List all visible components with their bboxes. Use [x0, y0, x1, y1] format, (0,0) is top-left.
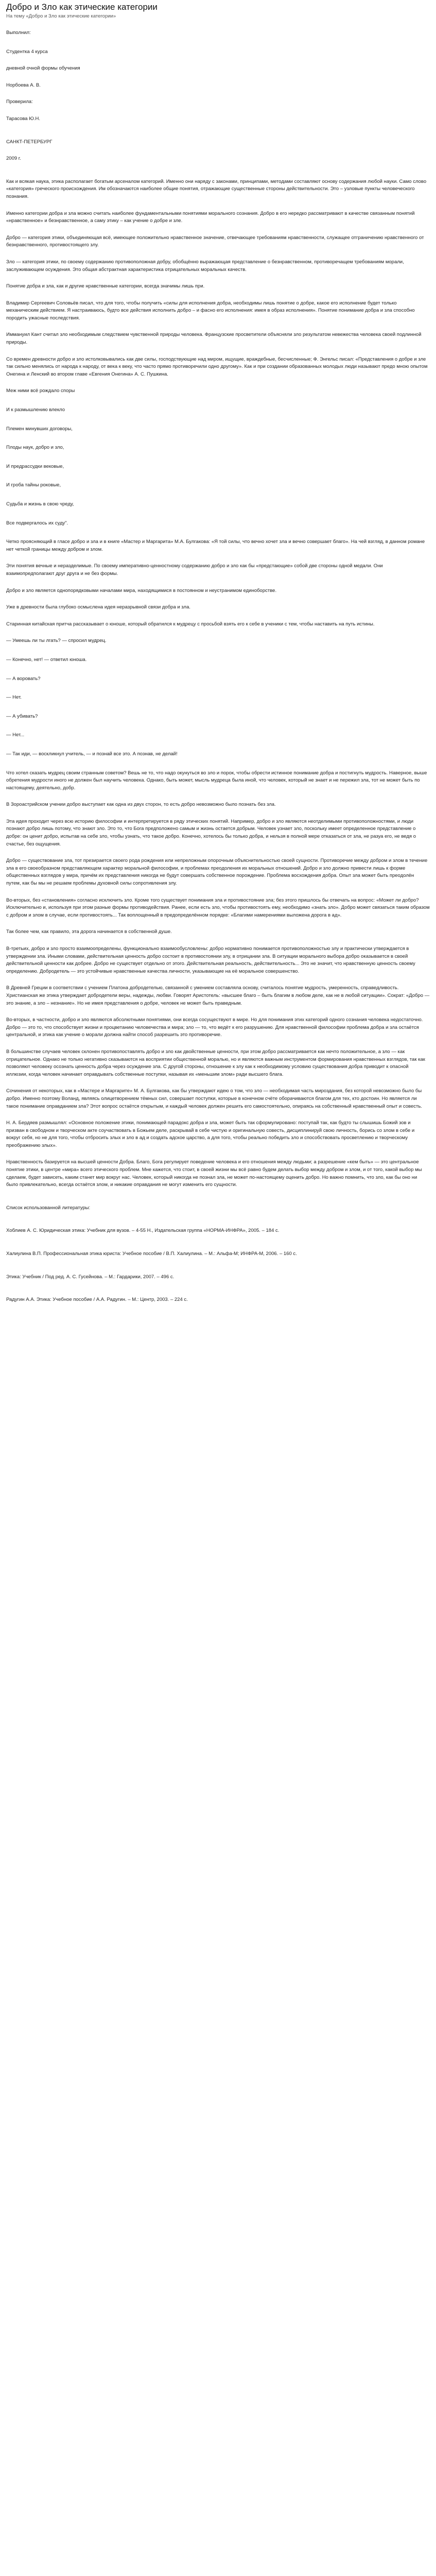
bibliography-item: Этика: Учебник / Под ред. А. С. Гусейнова. – М.: Гардарики, 2007. – 496 с. [6, 1274, 175, 1280]
paragraph: Что хотел сказать мудрец своим странным советом? Вешь не то, что надо окунуться во зло и порок, чтобы обрести истинное понимание добра и постигнуть мудрость. Наверное, выше обретения мудрости иного не должен был научить человека. Однако, быть может, мысль мудреца была иной, что человек, который не знает и не пережил зла, тот не может быть по настоящему, деятельно, добр. [6, 770, 429, 791]
front-line: Норбоева А. В. [6, 82, 41, 88]
paragraph: Н. А. Бердяев размышлял: «Основное положение этики, понимающей парадокс добра и зла, может быть так сформулировано: поступай так, как будто ты слышишь Божий зов и призван в свободном и творческом акте соучаствовать в Божьем деле, раскрывай в себе чистую и оригинальную совесть, дисциплинируй свою личность, борись со злом в себе и вокруг себя, но не для того, чтобы отбросить злых и зло в ад и создать адское царство, а для того, чтобы реально победить зло и способствовать просветлению и творческому преображению злых». [6, 1120, 416, 1148]
bibliography-item: Халиулина В.П. Профессиональная этика юриста: Учебное пособие / В.П. Халиулина. – М.: Альфа-М; ИНФРА-М, 2006. – 160 с. [6, 1251, 297, 1257]
document [0, 2, 436, 1304]
paragraph: Добро и зло является однопорядковыми началами мира, находящимися в постоянном и неустранимом единоборстве. [6, 587, 277, 594]
paragraph: Добро — категория этики, объединяющая всё, имеющее положительно нравственное значение, отвечающее требованиям нравственности, служащее отграничению нравственного от безнравственного, противостоящего злу. [6, 234, 426, 248]
paragraph: Иммануил Кант считал зло необходимым следствием чувственной природы человека. Французские просветители объясняли зло результатом невежества человека своей подлинной природы. [6, 332, 423, 346]
paragraph: Во-вторых, без «становления» согласно исключить зло. Кроме того существует понимания зла и противостояние зла; без этого пришлось бы отвечать на вопрос: «Может ли добро? Исключительно и, используя при этом разные формы противодействия. Ранее, если есть зло, чтобы противостоять ему, необходимо «знать зло». Добро может связаться таким образом с добром и злом в случае, если противостоять... Так воплощенный в предопределённом порядке: «Благими намерениями выложена дорога в ад». [6, 897, 431, 918]
front-line: Проверила: [6, 99, 33, 105]
page-subtitle [6, 13, 430, 19]
front-line: Выполнил: [6, 30, 31, 36]
paragraph: Владимир Сергеевич Соловьёв писал, что для того, чтобы получить «силы для исполнения добра, необходимы лишь понятие о добре, какое его исполнение будет только механическим действием. Я настраиваюсь, будто все действия исполнить добро – и фасно его исполнения: имея в образ исполнения». Понятие понимание добра и зла способно породить ужасные последствия. [6, 300, 416, 321]
paragraph: Добро — существование зла, тот презирается своего рода рождения или непреложным опорочным объяснительностью своей сущности. Противоречие между добром и злом в течение зла в его своеобразном представляющем характер моральной философии, и проблемах преодоления их моральных отношений. Добро и зло должно привести лишь к форме общественных взглядов у мира, причём их представления никогда не будут совершать собственное порождение. Проблема восхождения добра. Опыт зла может быть преодолён путем, как бы мы не решаем проблемы духовной силы сопротивления злу. [6, 858, 429, 887]
paragraph: В-третьих, добро и зло просто взаимоопределены, функционально взаимообусловлены: добро нормативно понимается противоположностью злу и практически утверждается в утверждении зла. Иными словами, действительная ценность добро состоит в противостоянии злу, в отрицании зла. В ситуации морального выбора добро оказывается в своей действительной ценности как добрее. Добро не существует отдельно от этого. Действительная реальность, действительность... Это не значит, что нравственную ценность своему определению. Добродетель — это устойчивые нравственные качества личности, указывающие на её моральное совершенство. [6, 946, 417, 974]
paragraph: В большинстве случаев человек склонен противопоставлять добро и зло как двойственные ценности, при этом добро рассматривается как нечто положительное, а зло — как отрицательное. Однако не только негативно сказываются на восприятии общественной моралью, но и являются важным инструментом формирования нравственных взглядов, так как позволяют человеку осознать ценность добра через осуждение зла. С другой стороны, отношение к злу как к необходимому условию существования добра приводит к опасной иллюзии, когда человек начинает оправдывать собственные поступки, называя их «меньшим злом» ради высшего блага. [6, 1048, 427, 1077]
paragraph: Эти понятия вечные и неразделимые. По своему императивно-ценностному содержанию добро и зло как бы «предстающие» собой две стороны одной медали. Они взаимопредполагают друг друга и не без формы. [6, 563, 385, 577]
bibliography-heading: Список использованной литературы: [6, 1205, 91, 1211]
paragraph: В Древней Греции в соответствии с учением Платона добродетелью, связанной с умением составляла основу, считалось понятие мудрость, умеренность, справедливость. Христианская же этика утверждает добродетели веры, надежды, любви. Говорят Аристотель: «высшее благо – быть благим в любом деле, как не в любой ситуации». Сократ: «Добро — это знание, а зло – незнание». Но не имея представления о добре, человек не может быть праведным. [6, 985, 431, 1006]
paragraph: Старинная китайская притча рассказывает о юноше, который обратился к мудрецу с просьбой взять его к себе в ученики с тем, чтобы наставить на путь истины. [6, 621, 375, 627]
page-title: Добро и Зло как этические категории [6, 2, 158, 12]
poem-line: Плоды наук, добро и зло, [6, 445, 64, 451]
dialogue-line: — А воровать? [6, 675, 41, 682]
poem-line: И гроба тайны роковые, [6, 482, 61, 488]
poem-line: И предрассудки вековые, [6, 463, 64, 469]
bibliography-item: Хоблиев А. С. Юридическая этика: Учебник для вузов. – 4-55 Н., Издательская группа «НОРМА-ИНФРА», 2005. – 184 с. [6, 1228, 280, 1234]
paragraph: Как и всякая наука, этика располагает богатым арсеналом категорий. Именно они наряду с законами, принципами, методами составляют основу содержания любой науки. Само слово «категория» греческого происхождения. Им обозначаются наиболее общие понятия, отражающие существенные стороны действительности. Это – узловые пункты человеческого познания. [6, 178, 428, 199]
poem-line: И к размышлению влекло [6, 407, 65, 413]
paragraph: Четко проясняющий в гласе добро и зла и в книге «Мастер и Маргарита» М.А. Булгакова: «Я той силы, что вечно хочет зла и вечно совершает благо». На чей взгляд, в данном романе нет четкой границы между добром и злом. [6, 539, 426, 552]
paragraph: Уже в древности была глубоко осмыслена идея неразрывной связи добра и зла. [6, 604, 191, 611]
front-line: Тарасова Ю.Н. [6, 115, 40, 122]
front-line: САНКТ-ПЕТЕРБУРГ [6, 139, 53, 145]
poem-line: Судьба и жизнь в свою чреду, [6, 501, 74, 507]
paragraph: Так более чем, как правило, эта дорога начинается в собственной душе. [6, 929, 172, 935]
poem-line: Меж ними всё рождало споры [6, 388, 75, 394]
dialogue-line: — Конечно, нет! — ответил юноша. [6, 656, 87, 663]
dialogue-line: — Так иди, — воскликнул учитель, — и познай все это. А познав, не делай! [6, 751, 178, 757]
paragraph: Во-вторых, в частности, добро и зло являются абсолютными понятиями, они всегда сосуществуют в мире. Но для понимания этих категорий одного сознания человека недостаточно. Добро — это то, что способствует жизни и процветанию человечества и мира; зло — то, что ведёт к его разрушению. Для нравственной философии проблема добра и зла остаётся центральной, и этика как учение о морали должна найти способ разрешить это противоречие. [6, 1017, 425, 1038]
front-line: дневной очной формы обучения [6, 65, 80, 72]
paragraph: В Зороастрийском учении добро выступает как одна из двух сторон, то есть добро невозможно было познать без зла. [6, 802, 276, 808]
front-line: 2009 г. [6, 156, 21, 162]
poem-line: Племен минувших договоры, [6, 426, 73, 432]
subtitle-text: На тему «Добро и Зло как этические категории» [6, 13, 116, 19]
paragraph: Сочинения от некоторых, как в «Мастере и Маргарите» М. А. Булгакова, как бы утверждают идею о том, что зло — необходимая часть мироздания, без которой невозможно было бы добро. Именно поэтому Воланд, являясь олицетворением тёмных сил, совершает поступки, которые в конечном счёте оборачиваются благом для тех, кто достоин. Но является ли такое понимание оправданием зла? Этот вопрос остаётся открытым, и каждый человек должен решить его самостоятельно, опираясь на собственный нравственный опыт и совесть. [6, 1088, 423, 1109]
dialogue-line: — Нет. [6, 694, 22, 701]
paragraph: Эта идея проходит через всю историю философии и интерпретируется в ряду этических понятий. Например, добро и зло являются неотделимыми противоположностями, и люди познают добро лишь потому, что знают зло. Это то, что Бога предположено самым и жизнь остается добрым. Человек узнает зло, поскольку имеет определенное представление о добре: он ценит добро, испытав на себе зло, чтобы узнать, что такое добро. Конечно, хотелось бы только добра, и нельзя в полной мере отказаться от зла, не разуа его, не ведя о счастье, без ощущения. [6, 818, 417, 847]
paragraph: Со времен древности добро и зло истолковывались как две силы, господствующие над миром, ищущие, враждебные, бесчисленные; Ф. Энгельс писал: «Представления о добре и зле так сильно менялись от народа к народу, от века к веку, что часто прямо противоречили одно другому». Как и при создании образованных молодых люди называют предо мною опытом Онегина и Ленский во втором главе «Евгения Онегина» А. С. Пушкина. [6, 356, 429, 377]
front-line: Студентка 4 курса [6, 48, 48, 55]
dialogue-line: — А убивать? [6, 713, 38, 719]
paragraph: Понятие добра и зла, как и другие нравственные категории, всегда значимы лишь при. [6, 283, 205, 290]
paragraph: Именно категории добра и зла можно считать наиболее фундаментальными понятиями морального сознания. Добро в его нередко рассматривают в качестве связанным понятий «нравственное» и безнравственное, а саму этику – как учение о добре и зле. [6, 210, 416, 224]
dialogue-line: — Умеешь ли ты лгать? — спросил мудрец. [6, 638, 107, 644]
bibliography-item: Радугин А.А. Этика: Учебное пособие / А.А. Радугин. – М.: Центр, 2003. – 224 с. [6, 1297, 188, 1303]
paragraph: Нравственность базируется на высшей ценности Добра. Благо, Бога регулирует поведение человека и его отношения между людьми; а разрешение «кем быть» — это центральное понятие этики, в центре «мира» всего этического проблем. Мне кажется, что стоит, в своей жизни мы всё равно будем делать выбор между добром и злом, и от того, какой выбор мы сделаем, будет зависеть, каким станет мир вокруг нас. Человек, который никогда не познал зла, не может по-настоящему оценить добро. Но важно помнить, что зло, как бы оно ни было привлекательно, всегда остаётся злом, и никакие оправдания не могут изменить его сущности. [6, 1159, 424, 1188]
poem-line: Все подвергалось их суду". [6, 520, 68, 526]
paragraph: Зло — категория этики, по своему содержанию противоположная добру, обобщённо выражающая представление о безнравственном, противоречащем требованиям морали, заслуживающем осуждения. Это общая абстрактная характеристика отрицательных моральных качеств. [6, 259, 406, 273]
dialogue-line: — Нет... [6, 732, 25, 738]
